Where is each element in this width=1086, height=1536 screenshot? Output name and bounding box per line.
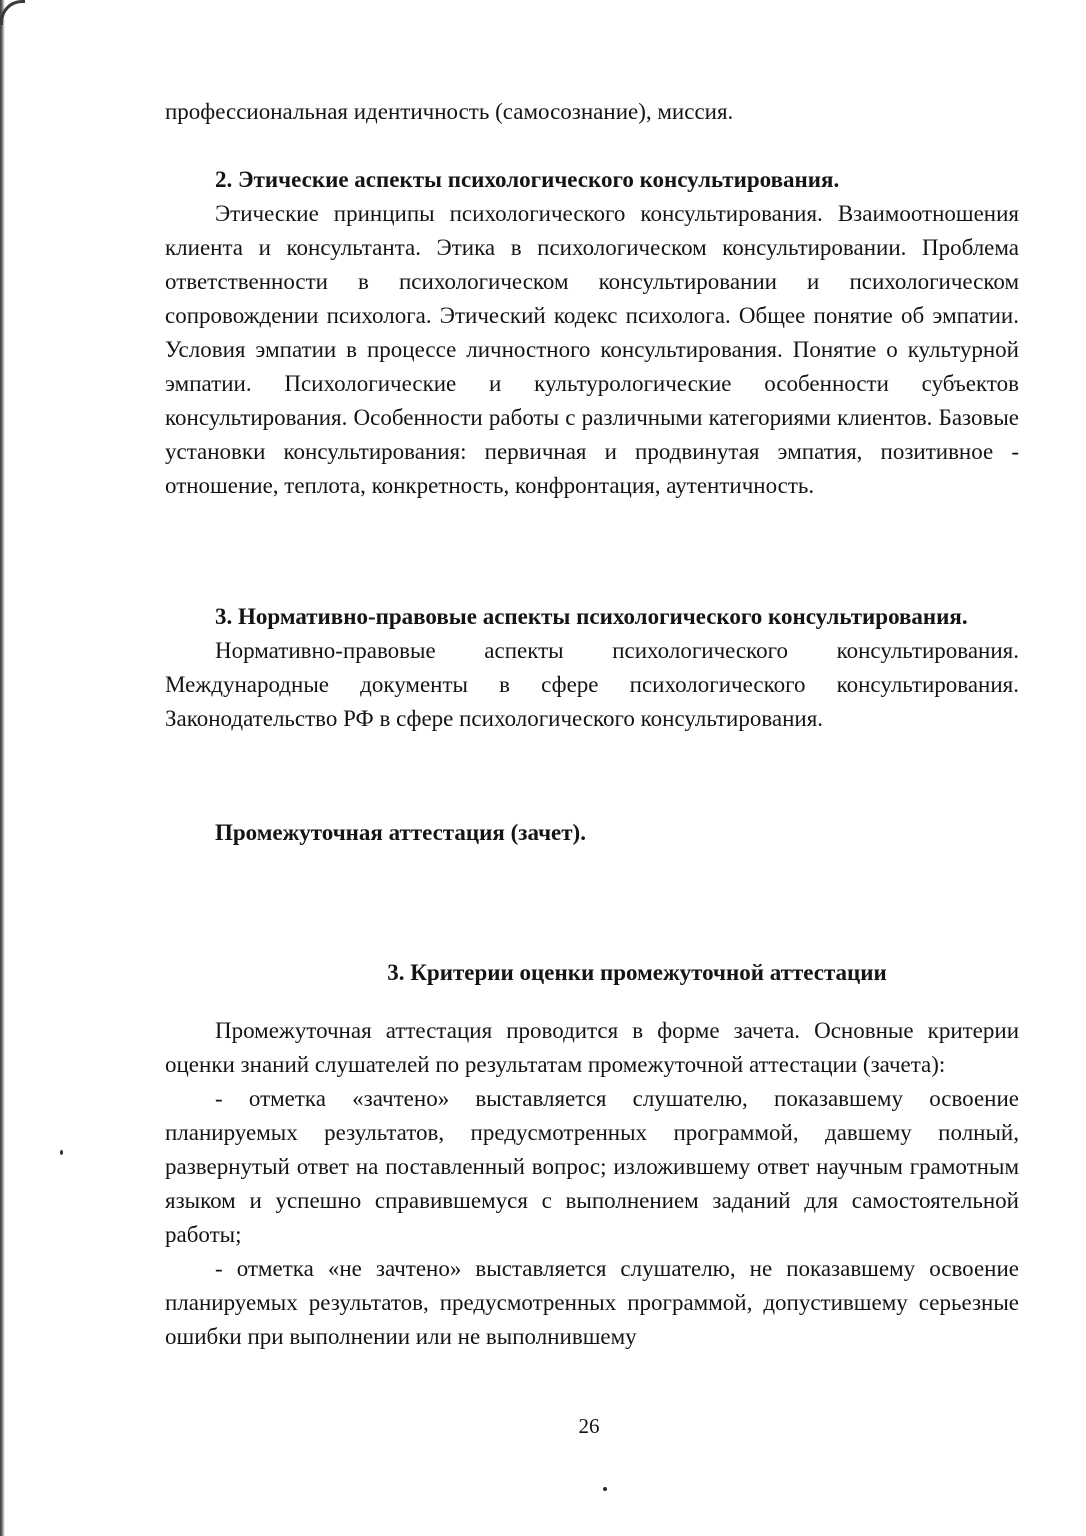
attestation-block xyxy=(165,816,1019,850)
legal-heading: 3. Нормативно-правовые аспекты психологического консультирования. xyxy=(215,604,968,629)
scan-speck xyxy=(603,1487,607,1491)
page-number: 26 xyxy=(578,1414,600,1438)
legal-section xyxy=(165,600,1019,736)
attestation-heading: Промежуточная аттестация (зачет). xyxy=(215,820,586,845)
criteria-heading: 3. Критерии оценки промежуточной аттестации xyxy=(387,960,887,985)
legal-body: Нормативно-правовые аспекты психологического консультирования. Международные документы в сфере психологического консультирования. Законодательство РФ в сфере психологического консультирования. xyxy=(165,638,1019,731)
scan-edge xyxy=(0,0,5,1536)
ethics-body: Этические принципы психологического консультирования. Взаимоотношения клиента и консультанта. Этика в психологическом консультировании. Проблема ответственности в психологическом консультировании и психологическом сопровождении психолога. Этический кодекс психолога. Общее понятие об эмпатии. Условия эмпатии в процессе личностного консультирования. Понятие о культурной эмпатии. Психологические и культурологические особенности субъектов консультирования. Особенности работы с различными категориями клиентов. Базовые установки консультирования: первичная и продвинутая эмпатия, позитивное - отношение, теплота, конкретность, конфронтация, аутентичность. xyxy=(165,201,1019,498)
criteria-intro: Промежуточная аттестация проводится в форме зачета. Основные критерии оценки знаний слушателей по результатам промежуточной аттестации (зачета): xyxy=(165,1018,1019,1077)
criteria-fail: - отметка «не зачтено» выставляется слушателю, не показавшему освоение планируемых результатов, предусмотренных программой, допустившему серьезные ошибки при выполнении или не выполнившему xyxy=(165,1256,1019,1349)
criteria-pass: - отметка «зачтено» выставляется слушателю, показавшему освоение планируемых результатов, предусмотренных программой, давшему полный, развернутый ответ на поставленный вопрос; изложившему ответ научным грамотным языком и успешно справившемуся с выполнением заданий для самостоятельной работы; xyxy=(165,1086,1019,1247)
intro-tail-paragraph: профессиональная идентичность (самосознание), миссия. xyxy=(165,99,734,124)
ethics-heading: 2. Этические аспекты психологического консультирования. xyxy=(215,167,840,192)
ethics-section xyxy=(165,163,1019,503)
scan-speck xyxy=(60,1150,63,1155)
criteria-section xyxy=(165,956,1019,1354)
intro-tail-block xyxy=(165,95,1019,129)
